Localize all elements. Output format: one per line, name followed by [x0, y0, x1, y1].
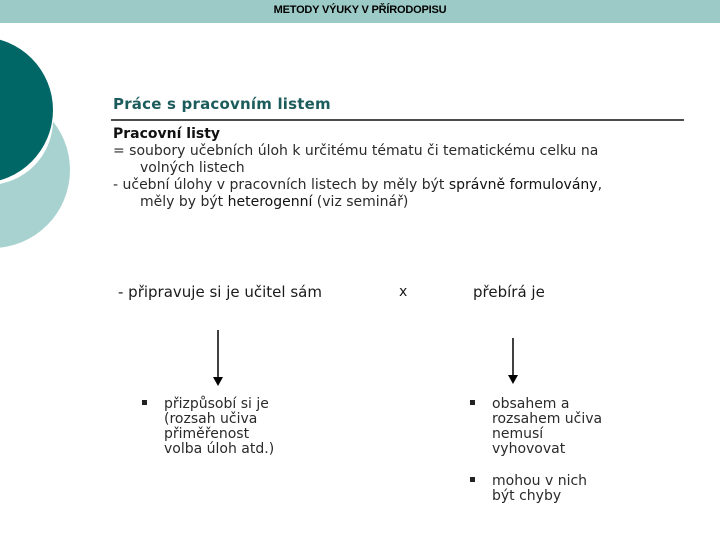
right-bullet-item-1	[470, 397, 602, 457]
note-line-1-start: - učební úlohy v pracovních listech by měly být	[113, 177, 449, 193]
decorative-circles	[0, 0, 80, 300]
column-separator: x	[399, 284, 408, 300]
right-bullet-1-line-3: nemusí	[492, 426, 544, 442]
left-bullet-item	[142, 397, 274, 457]
left-bullet-line-2: (rozsah učiva	[164, 411, 258, 427]
right-column-label: přebírá je	[473, 283, 545, 301]
note-line-2	[113, 194, 703, 211]
right-bullet-2-line-1: mohou v nich	[492, 473, 588, 489]
header-bar	[0, 0, 720, 23]
right-bullet-item-2	[470, 474, 587, 504]
right-bullet-2-text	[470, 474, 587, 504]
right-bullet-2-line-2: být chyby	[492, 488, 562, 504]
body-text	[113, 126, 703, 211]
right-bullet-1-line-2: rozsahem učiva	[492, 411, 603, 427]
note-line-1	[113, 177, 703, 194]
left-bullet-line-1: přizpůsobí si je	[164, 396, 269, 412]
left-bullet-text	[142, 397, 274, 457]
note-line-2-end: (viz seminář)	[312, 194, 409, 210]
left-bullet-line-3: přiměřenost	[164, 426, 250, 442]
right-bullet-1-text	[470, 397, 602, 457]
title-divider	[111, 119, 684, 121]
definition-line-2: volných listech	[140, 160, 245, 176]
note-line-2-start: měly by být	[140, 194, 228, 210]
right-down-arrow	[505, 338, 521, 385]
left-column-label: - připravuje si je učitel sám	[118, 283, 322, 301]
note-line-1-end: ,	[597, 177, 603, 193]
right-bullet-1-line-1: obsahem a	[492, 396, 570, 412]
bullet-square-icon	[470, 400, 475, 405]
slide-title: Práce s pracovním listem	[113, 95, 331, 113]
bullet-square-icon	[142, 400, 147, 405]
left-down-arrow	[210, 330, 226, 387]
definition-line-1: = soubory učebních úloh k určitému tématu či tematickému celku na	[113, 143, 599, 159]
right-bullet-1-line-4: vyhovovat	[492, 441, 566, 457]
header-title: METODY VÝUKY V PŘÍRODOPISU	[273, 4, 447, 16]
left-bullet-line-4: volba úloh atd.)	[164, 441, 275, 457]
note-line-1-emphasis: správně formulovány	[448, 177, 598, 193]
bullet-square-icon	[470, 477, 475, 482]
section-heading: Pracovní listy	[113, 126, 221, 142]
note-line-2-emphasis: heterogenní	[227, 194, 313, 210]
